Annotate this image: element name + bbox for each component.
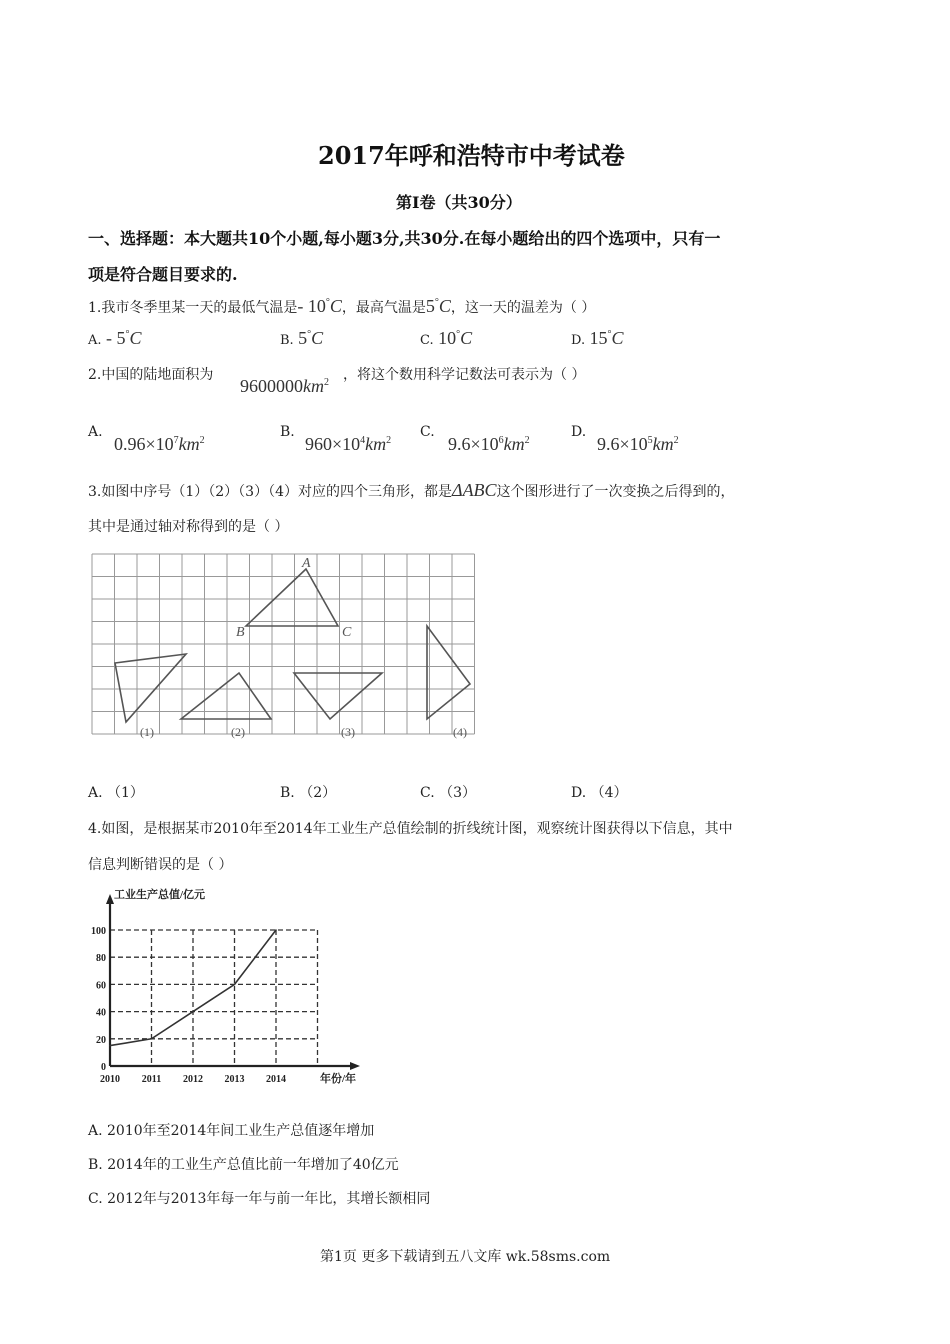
x-tick-label: 2010 <box>100 1074 120 1085</box>
q2-option-c[interactable]: $9.6\times 10^6km^2$ <box>448 434 530 454</box>
x-tick-label: 2012 <box>183 1074 203 1085</box>
q4-option-c[interactable]: C. 2012年与2013年每一年与前一年比，其增长额相同 <box>88 1191 431 1207</box>
y-tick-label: 80 <box>96 953 106 965</box>
chart-x-tick-labels <box>100 1074 286 1085</box>
page-footer: 第1页 更多下载请到五八文库 wk.58sms.com <box>320 1249 611 1265</box>
x-axis-arrow <box>350 1062 360 1070</box>
q2-option-a[interactable]: $0.96\times 10^7km^2$ <box>114 434 205 454</box>
triangle-2 <box>181 673 271 719</box>
y-tick-label: 20 <box>96 1034 106 1046</box>
page-title: 2017年呼和浩特市中考试卷 <box>318 141 625 170</box>
q1-high-temp: 5°C <box>425 296 451 316</box>
q1-low-temp: - 10°C <box>297 296 342 316</box>
x-tick-label: 2014 <box>266 1074 286 1085</box>
vertex-b-label: B <box>236 625 245 640</box>
vertex-a-label: A <box>302 556 311 571</box>
q3-grid <box>92 554 475 734</box>
triangle-1-label: (1) <box>140 725 154 739</box>
q4-line-chart <box>86 884 376 1088</box>
q3-option-d[interactable]: D. （4） <box>571 785 628 801</box>
q2-option-b[interactable]: $960\times 10^4km^2$ <box>305 434 392 454</box>
q4-stem-line2: 信息判断错误的是（ ） <box>88 857 233 873</box>
data-point <box>275 929 277 931</box>
triangle-4-label: (4) <box>453 725 467 739</box>
y-axis-arrow <box>106 894 114 904</box>
q2-option-d[interactable]: $9.6\times 10^5km^2$ <box>597 434 679 454</box>
vertex-c-label: C <box>342 625 352 640</box>
q2-option-a-letter[interactable]: A. <box>88 424 103 440</box>
q4-stem-line1: 4.如图，是根据某市2010年至2014年工业生产总值绘制的折线统计图，观察统计图获得以下信息，其中 <box>88 821 733 837</box>
q1-option-d[interactable]: D. 15°C <box>571 328 624 348</box>
section-heading-line2: 项是符合题目要求的. <box>88 265 238 284</box>
y-tick-label: 40 <box>96 1007 106 1019</box>
q2-option-d-letter[interactable]: D. <box>571 424 587 440</box>
y-tick-label: 100 <box>91 926 106 937</box>
triangle-4 <box>427 626 470 719</box>
q2-option-b-letter[interactable]: B. <box>280 424 295 440</box>
data-point <box>234 984 236 986</box>
triangle-3 <box>294 673 382 719</box>
q3-option-a[interactable]: A. （1） <box>88 785 144 801</box>
chart-x-axis-title: 年份/年 <box>320 1073 357 1085</box>
q3-option-b[interactable]: B. （2） <box>280 785 337 801</box>
q1-option-c[interactable]: C. 10°C <box>420 328 473 348</box>
q1-stem: 1.我市冬季里某一天的最低气温是- 10°C，最高气温是5°C，这一天的温差为（ ） <box>88 296 596 316</box>
triangle-2-label: (2) <box>231 725 245 739</box>
data-point <box>151 1038 153 1040</box>
x-tick-label: 2013 <box>224 1074 245 1085</box>
chart-y-axis-title: 工业生产总值/亿元 <box>114 889 206 901</box>
data-point <box>109 1045 111 1047</box>
chart-y-tick-labels <box>91 926 106 1073</box>
q2-stem-b: ，将这个数用科学记数法可表示为（ ） <box>343 367 586 383</box>
q2-stem-a: 2.中国的陆地面积为 <box>88 367 214 383</box>
y-tick-label: 0 <box>101 1062 106 1073</box>
triangle-abc <box>246 569 338 626</box>
q3-stem-line2: 其中是通过轴对称得到的是（ ） <box>88 519 289 535</box>
q3-triangle-name: ΔABC <box>452 480 497 500</box>
x-tick-label: 2011 <box>141 1074 162 1085</box>
q1-option-a[interactable]: A. - 5°C <box>88 328 142 348</box>
q3-option-c[interactable]: C. （3） <box>420 785 477 801</box>
q2-option-c-letter[interactable]: C. <box>420 424 435 440</box>
part-heading: 第Ⅰ卷（共30分） <box>396 193 522 212</box>
q3-grid-figure <box>90 552 494 744</box>
y-tick-label: 60 <box>96 980 106 992</box>
q3-stem-line1: 3.如图中序号（1）（2）（3）（4）对应的四个三角形，都是ΔABC这个图形进行了一次变换之后得到的， <box>88 480 735 500</box>
section-heading-line1: 一、选择题：本大题共10个小题,每小题3分,共30分.在每小题给出的四个选项中，只有一 <box>88 229 721 248</box>
q1-option-b[interactable]: B. 5°C <box>280 328 324 348</box>
q4-option-b[interactable]: B. 2014年的工业生产总值比前一年增加了40亿元 <box>88 1157 399 1173</box>
triangle-3-label: (3) <box>341 725 355 739</box>
q4-option-a[interactable]: A. 2010年至2014年间工业生产总值逐年增加 <box>88 1123 375 1139</box>
data-point <box>192 1011 194 1013</box>
chart-axes <box>106 894 360 1070</box>
q2-area: $9600000km^2$ <box>240 376 329 396</box>
